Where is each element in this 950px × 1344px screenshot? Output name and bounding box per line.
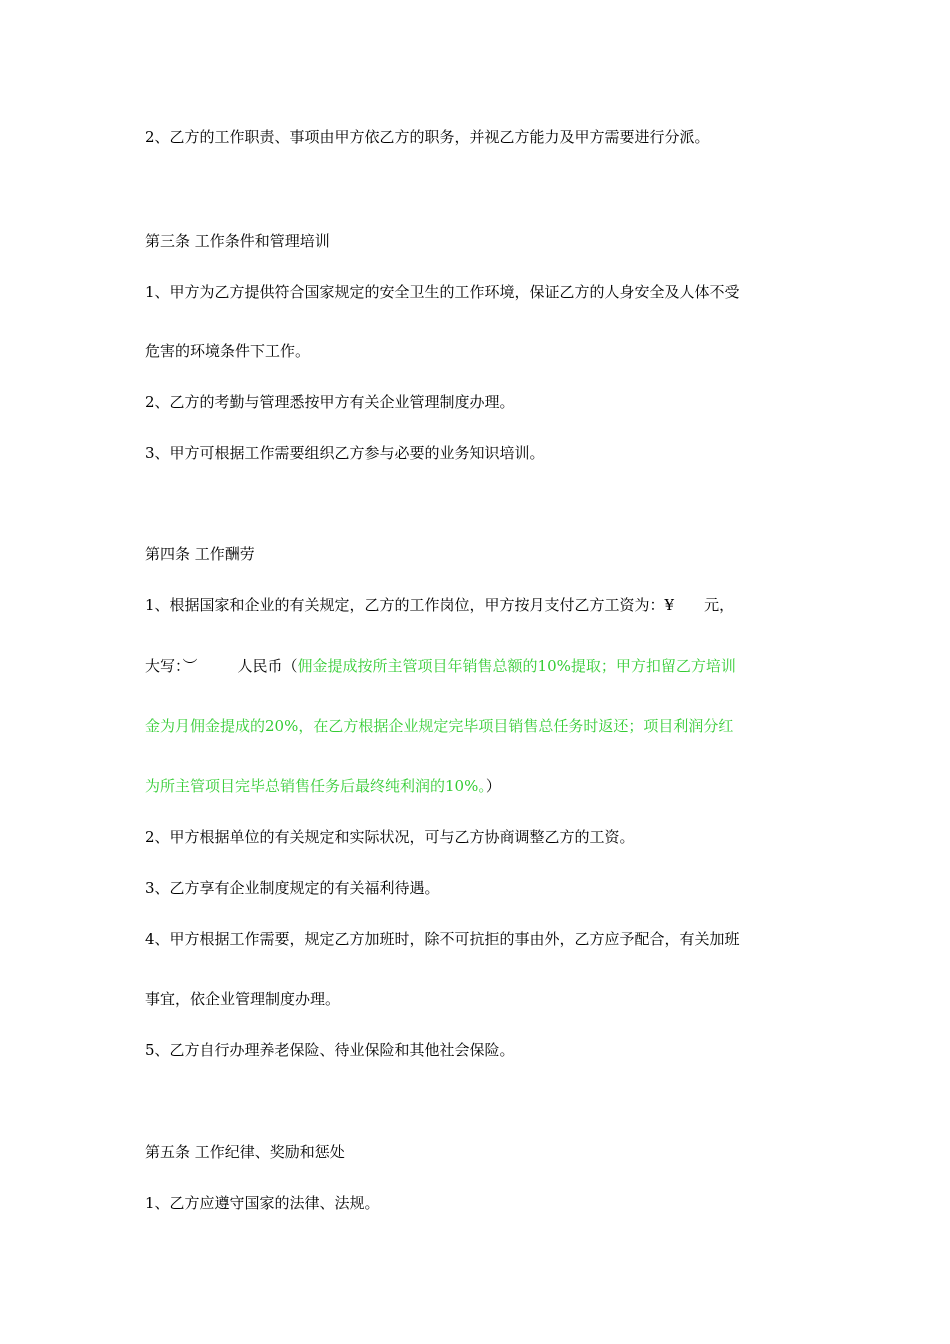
commission-note-part-3: 为所主管项目完毕总销售任务后最终纯利润的10%。 xyxy=(145,777,486,795)
commission-note-part-1: 佣金提成按所主管项目年销售总额的10%提取；甲方扣留乙方培训 xyxy=(297,657,736,675)
section-heading-3: 第三条 工作条件和管理培训 xyxy=(145,232,330,250)
clause-4-2: 2、甲方根据单位的有关规定和实际状况，可与乙方协商调整乙方的工资。 xyxy=(145,828,635,846)
section-heading-4: 第四条 工作酬劳 xyxy=(145,545,255,563)
clause-3-1-line-1: 1、甲方为乙方提供符合国家规定的安全卫生的工作环境，保证乙方的人身安全及人体不受 xyxy=(145,283,740,301)
clause-2-duties: 2、乙方的工作职责、事项由甲方依乙方的职务，并视乙方能力及甲方需要进行分派。 xyxy=(145,128,710,146)
salary-unit: 元， xyxy=(704,596,735,614)
clause-4-5: 5、乙方自行办理养老保险、待业保险和其他社会保险。 xyxy=(145,1041,515,1059)
section-heading-5: 第五条 工作纪律、奖励和惩处 xyxy=(145,1143,345,1161)
clause-4-1-line-4 xyxy=(145,776,825,796)
clause-4-4-line-2: 事宜，依企业管理制度办理。 xyxy=(145,990,341,1008)
clause-4-1-line-2 xyxy=(145,656,825,676)
commission-note-part-2: 金为月佣金提成的20%，在乙方根据企业规定完毕项目销售总任务时返还；项目利润分红 xyxy=(145,717,734,735)
clause-4-1-line-1 xyxy=(145,595,825,615)
clause-3-2: 2、乙方的考勤与管理悉按甲方有关企业管理制度办理。 xyxy=(145,393,515,411)
currency-label: 人民币（ xyxy=(237,657,298,675)
clause-5-1: 1、乙方应遵守国家的法律、法规。 xyxy=(145,1194,380,1212)
clause-3-3: 3、甲方可根据工作需要组织乙方参与必要的业务知识培训。 xyxy=(145,444,545,462)
salary-text: 1、根据国家和企业的有关规定，乙方的工作岗位，甲方按月支付乙方工资为：¥ xyxy=(145,596,675,614)
closing-paren: ） xyxy=(485,777,501,795)
clause-4-4-line-1: 4、甲方根据工作需要，规定乙方加班时，除不可抗拒的事由外，乙方应予配合，有关加班 xyxy=(145,930,740,948)
capital-amount-label: 大写：︶ xyxy=(145,657,198,675)
clause-3-1-line-2: 危害的环境条件下工作。 xyxy=(145,342,311,360)
clause-4-3: 3、乙方享有企业制度规定的有关福利待遇。 xyxy=(145,879,440,897)
